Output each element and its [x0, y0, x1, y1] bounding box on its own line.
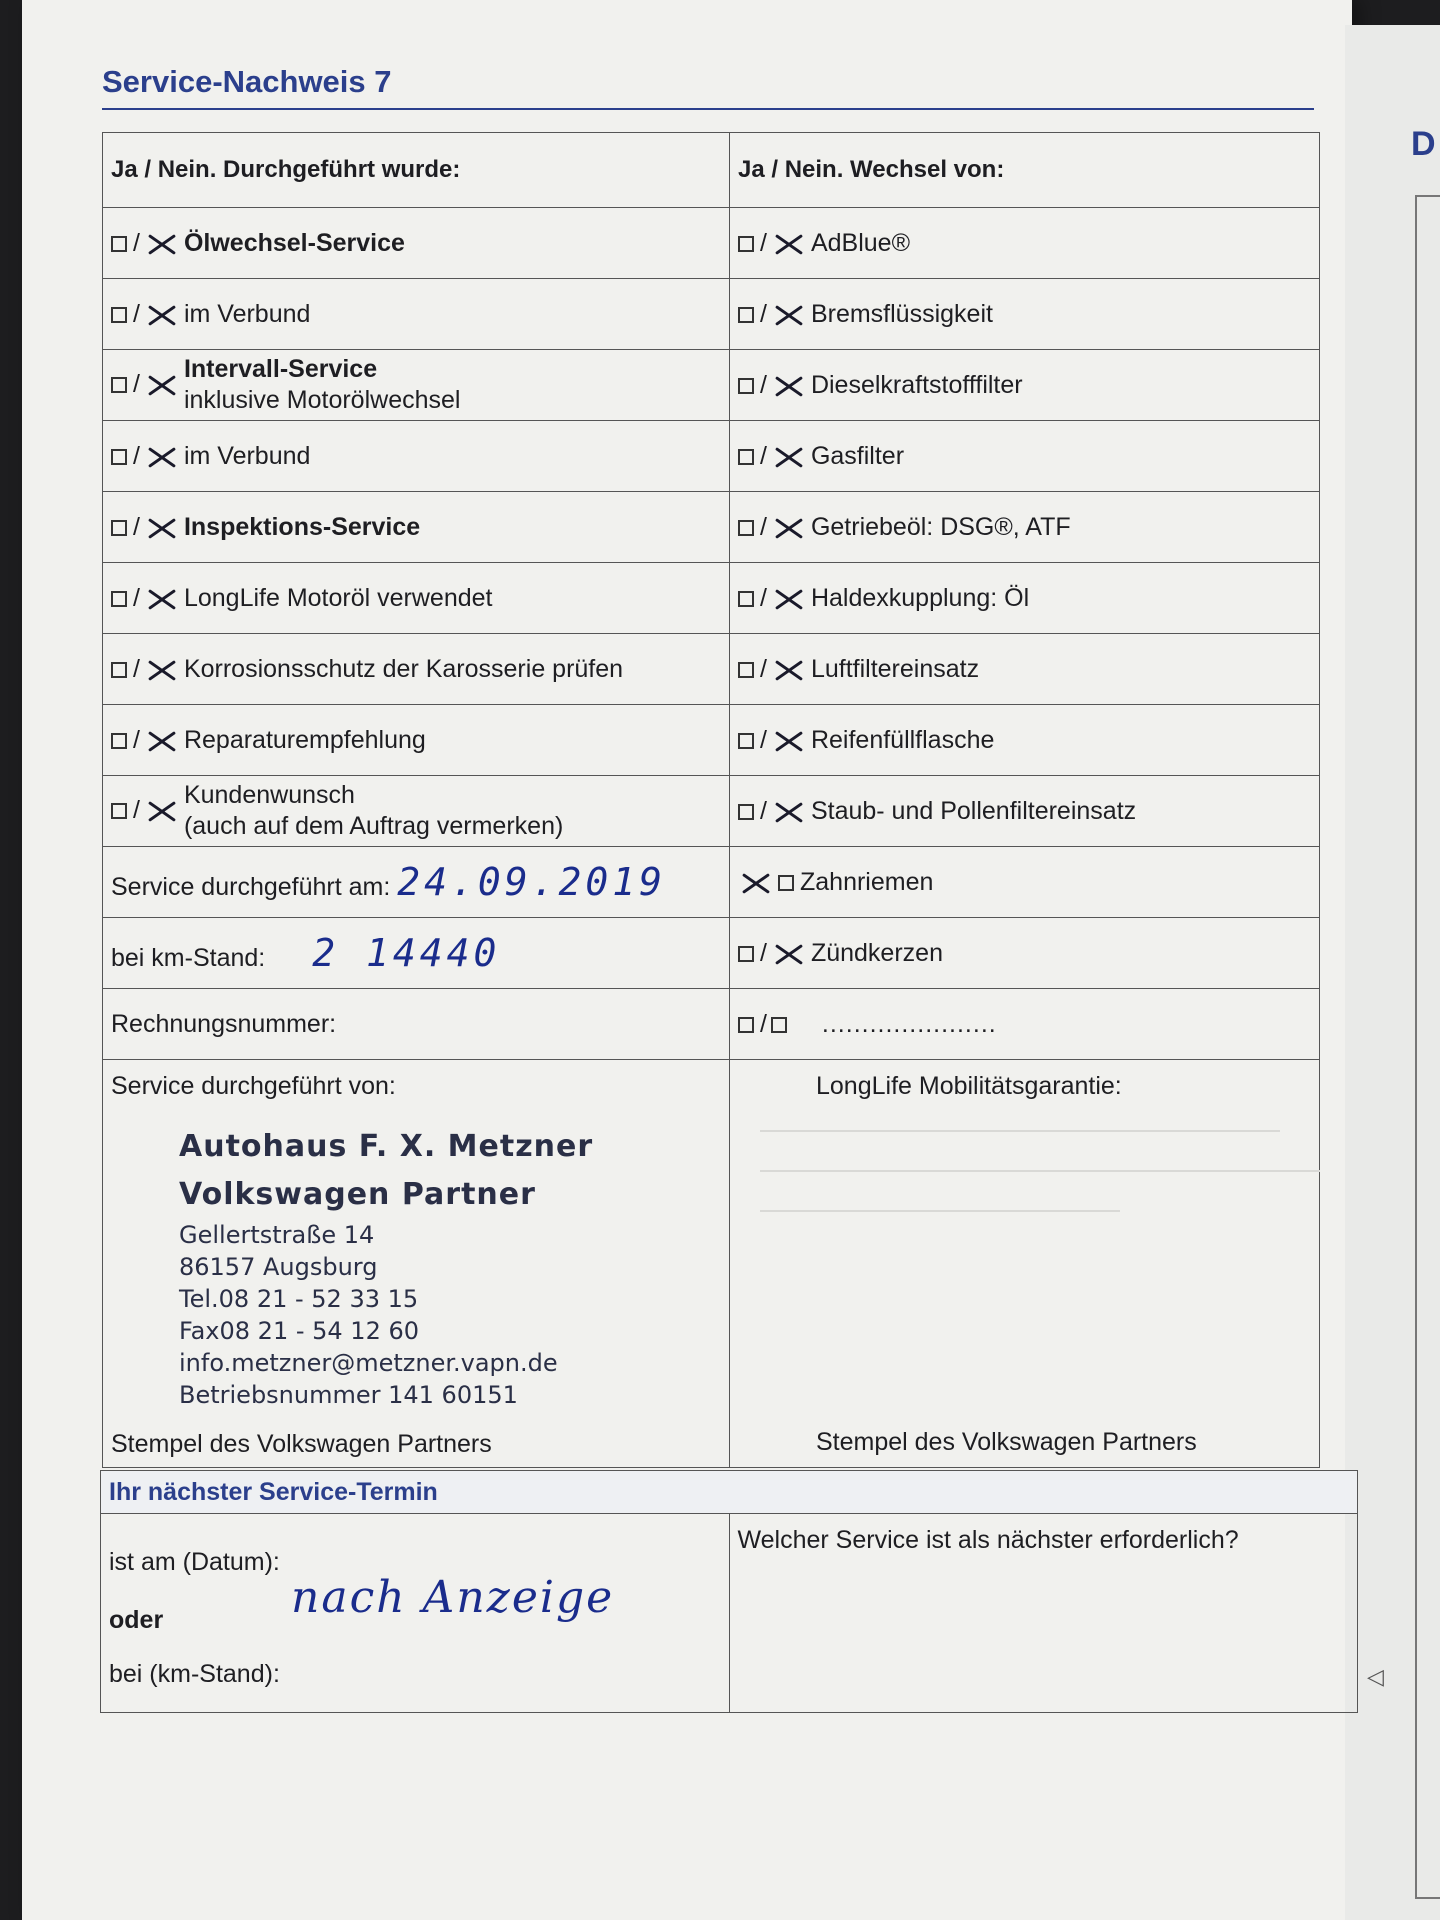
cross-mark-icon[interactable]: [144, 657, 178, 683]
blank-dotted-line[interactable]: ......................: [821, 1009, 997, 1038]
checkbox-ja[interactable]: [111, 733, 127, 749]
label-oelwechsel: Ölwechsel-Service: [183, 228, 405, 257]
label-kundenwunsch: Kundenwunsch (auch auf dem Auftrag vermerken): [183, 781, 564, 840]
stamp-box-right: [730, 1060, 1320, 1468]
performed-by-label: Service durchgeführt von:: [111, 1072, 396, 1100]
left-column-header: Ja / Nein. Durchgeführt wurde:: [103, 133, 730, 208]
row-bremsfluessigkeit: / Bremsflüssigkeit: [730, 279, 1320, 350]
cross-mark-icon[interactable]: [144, 372, 178, 398]
checkbox-ja[interactable]: [111, 803, 127, 819]
cross-mark-icon[interactable]: [771, 728, 805, 754]
checkbox-ja[interactable]: [738, 236, 754, 252]
row-luftfiltereinsatz: / Luftfiltereinsatz: [730, 634, 1320, 705]
cross-mark-icon[interactable]: [771, 231, 805, 257]
show-through-text: [760, 1170, 1320, 1172]
row-oelwechsel: / Ölwechsel-Service: [103, 208, 730, 279]
show-through-text: [760, 1130, 1280, 1132]
label-im-verbund: im Verbund: [183, 441, 311, 470]
label-im-verbund: im Verbund: [183, 299, 311, 328]
checkbox-nein[interactable]: [771, 1017, 787, 1033]
row-service-date: [103, 847, 730, 918]
adjacent-page-edge: [1345, 25, 1440, 1920]
right-column-header: Ja / Nein. Wechsel von:: [730, 133, 1320, 208]
stamp-business-number: Betriebsnummer 141 60151: [179, 1381, 518, 1409]
stamp-street: Gellertstraße 14: [179, 1221, 375, 1249]
triangle-marker-icon: ◁: [1367, 1664, 1384, 1689]
cross-mark-icon[interactable]: [144, 231, 178, 257]
checkbox-ja[interactable]: [111, 662, 127, 678]
label-reifenfuellflasche: Reifenfüllflasche: [810, 725, 995, 754]
checkbox-ja[interactable]: [738, 449, 754, 465]
row-getriebeoel: / Getriebeöl: DSG®, ATF: [730, 492, 1320, 563]
km-stand-label: bei km-Stand:: [111, 944, 266, 972]
cross-mark-icon[interactable]: [144, 515, 178, 541]
next-date-label: ist am (Datum):: [109, 1548, 280, 1576]
row-dieselkraftstofffilter: / Dieselkraftstofffilter: [730, 350, 1320, 421]
checkbox-ja[interactable]: [111, 449, 127, 465]
row-reparaturempfehlung: / Reparaturempfehlung: [103, 705, 730, 776]
title-underline: [102, 108, 1314, 110]
checkbox-ja[interactable]: [738, 662, 754, 678]
cross-mark-icon[interactable]: [771, 586, 805, 612]
adjacent-page-box: [1415, 195, 1440, 1899]
checkbox-ja[interactable]: [738, 946, 754, 962]
row-im-verbund-2: / im Verbund: [103, 421, 730, 492]
next-service-left: [101, 1514, 730, 1713]
next-service-right: [729, 1514, 1358, 1713]
cross-mark-icon[interactable]: [144, 302, 178, 328]
next-km-label: bei (km-Stand):: [109, 1660, 280, 1688]
row-zuendkerzen: / Zündkerzen: [730, 918, 1320, 989]
stamp-email: info.metzner@metzner.vapn.de: [179, 1349, 558, 1377]
next-service-table: [100, 1470, 1358, 1713]
row-rechnungsnummer: [103, 989, 730, 1060]
label-reparaturempfehlung: Reparaturempfehlung: [183, 725, 426, 754]
cross-mark-icon[interactable]: [771, 515, 805, 541]
cross-mark-icon[interactable]: [738, 870, 772, 896]
service-record-table: [102, 132, 1320, 1468]
stamp-box-left: [103, 1060, 730, 1468]
rechnungsnummer-label: Rechnungsnummer:: [111, 1009, 337, 1038]
label-haldexkupplung: Haldexkupplung: Öl: [810, 583, 1030, 612]
row-haldexkupplung: / Haldexkupplung: Öl: [730, 563, 1320, 634]
checkbox-ja[interactable]: [738, 378, 754, 394]
checkbox-nein[interactable]: [778, 875, 794, 891]
longlife-label: LongLife Mobilitätsgarantie:: [816, 1072, 1122, 1100]
row-reifenfuellflasche: / Reifenfüllflasche: [730, 705, 1320, 776]
label-intervall-service: Intervall-Service inklusive Motorölwechsel: [183, 355, 461, 414]
checkbox-ja[interactable]: [738, 591, 754, 607]
stamp-city: 86157 Augsburg: [179, 1253, 378, 1281]
cross-mark-icon[interactable]: [771, 799, 805, 825]
service-date-handwritten[interactable]: 24.09.2019: [397, 860, 667, 904]
label-adblue: AdBlue®: [810, 228, 910, 257]
row-gasfilter: / Gasfilter: [730, 421, 1320, 492]
checkbox-ja[interactable]: [738, 307, 754, 323]
label-dieselkraftstofffilter: Dieselkraftstofffilter: [810, 370, 1023, 399]
next-service-handwritten[interactable]: nach Anzeige: [291, 1572, 615, 1623]
cross-mark-icon[interactable]: [144, 444, 178, 470]
dealer-stamp: [179, 1123, 721, 1411]
cross-mark-icon[interactable]: [144, 586, 178, 612]
row-km-stand: [103, 918, 730, 989]
stamp-partner-line: Volkswagen Partner: [179, 1177, 536, 1212]
stamp-caption-right: Stempel des Volkswagen Partners: [816, 1428, 1197, 1456]
checkbox-ja[interactable]: [738, 804, 754, 820]
row-kundenwunsch: /Kundenwunsch (auch auf dem Auftrag vermerken): [103, 776, 730, 847]
cross-mark-icon[interactable]: [144, 728, 178, 754]
label-zahnriemen: Zahnriemen: [800, 867, 934, 896]
cross-mark-icon[interactable]: [771, 941, 805, 967]
adjacent-page-letter: D: [1411, 125, 1436, 163]
next-service-heading: Ihr nächster Service-Termin: [101, 1471, 1358, 1514]
label-getriebeoel: Getriebeöl: DSG®, ATF: [810, 512, 1071, 541]
label-bremsfluessigkeit: Bremsflüssigkeit: [810, 299, 993, 328]
km-stand-handwritten[interactable]: 2 14440: [312, 931, 501, 975]
checkbox-ja[interactable]: [111, 236, 127, 252]
checkbox-ja[interactable]: [738, 733, 754, 749]
cross-mark-icon[interactable]: [771, 657, 805, 683]
row-im-verbund-1: / im Verbund: [103, 279, 730, 350]
checkbox-ja[interactable]: [111, 591, 127, 607]
stamp-dealer-name: Autohaus F. X. Metzner: [179, 1129, 594, 1164]
service-date-label: Service durchgeführt am:: [111, 873, 391, 901]
row-intervall-service: /Intervall-Service inklusive Motorölwechsel: [103, 350, 730, 421]
row-inspektions-service: / Inspektions-Service: [103, 492, 730, 563]
show-through-text: [760, 1210, 1120, 1212]
stamp-caption-left: Stempel des Volkswagen Partners: [111, 1430, 492, 1458]
label-luftfiltereinsatz: Luftfiltereinsatz: [810, 654, 980, 683]
checkbox-ja[interactable]: [738, 1017, 754, 1033]
row-longlife-motoroel: / LongLife Motoröl verwendet: [103, 563, 730, 634]
cross-mark-icon[interactable]: [144, 798, 178, 824]
cross-mark-icon[interactable]: [771, 444, 805, 470]
stamp-phone: Tel.08 21 - 52 33 15: [179, 1285, 419, 1313]
row-zahnriemen: [730, 847, 1320, 918]
row-staub-pollenfilter: / Staub- und Pollenfiltereinsatz: [730, 776, 1320, 847]
label-gasfilter: Gasfilter: [810, 441, 905, 470]
cross-mark-icon[interactable]: [771, 302, 805, 328]
next-service-question: Welcher Service ist als nächster erforderlich?: [737, 1526, 1239, 1554]
row-adblue: / AdBlue®: [730, 208, 1320, 279]
row-korrosionsschutz: / Korrosionsschutz der Karosserie prüfen: [103, 634, 730, 705]
label-korrosionsschutz: Korrosionsschutz der Karosserie prüfen: [183, 654, 624, 683]
checkbox-ja[interactable]: [738, 520, 754, 536]
cross-mark-icon[interactable]: [771, 373, 805, 399]
label-zuendkerzen: Zündkerzen: [810, 938, 943, 967]
label-staub-pollenfilter: Staub- und Pollenfiltereinsatz: [810, 796, 1137, 825]
checkbox-ja[interactable]: [111, 520, 127, 536]
label-longlife-motoroel: LongLife Motoröl verwendet: [183, 583, 493, 612]
next-or-label: oder: [109, 1606, 164, 1634]
checkbox-ja[interactable]: [111, 307, 127, 323]
row-empty-option: / ......................: [730, 989, 1320, 1060]
stamp-fax: Fax08 21 - 54 12 60: [179, 1317, 420, 1345]
checkbox-ja[interactable]: [111, 377, 127, 393]
label-inspektions-service: Inspektions-Service: [183, 512, 421, 541]
page-title: Service-Nachweis 7: [102, 64, 392, 99]
